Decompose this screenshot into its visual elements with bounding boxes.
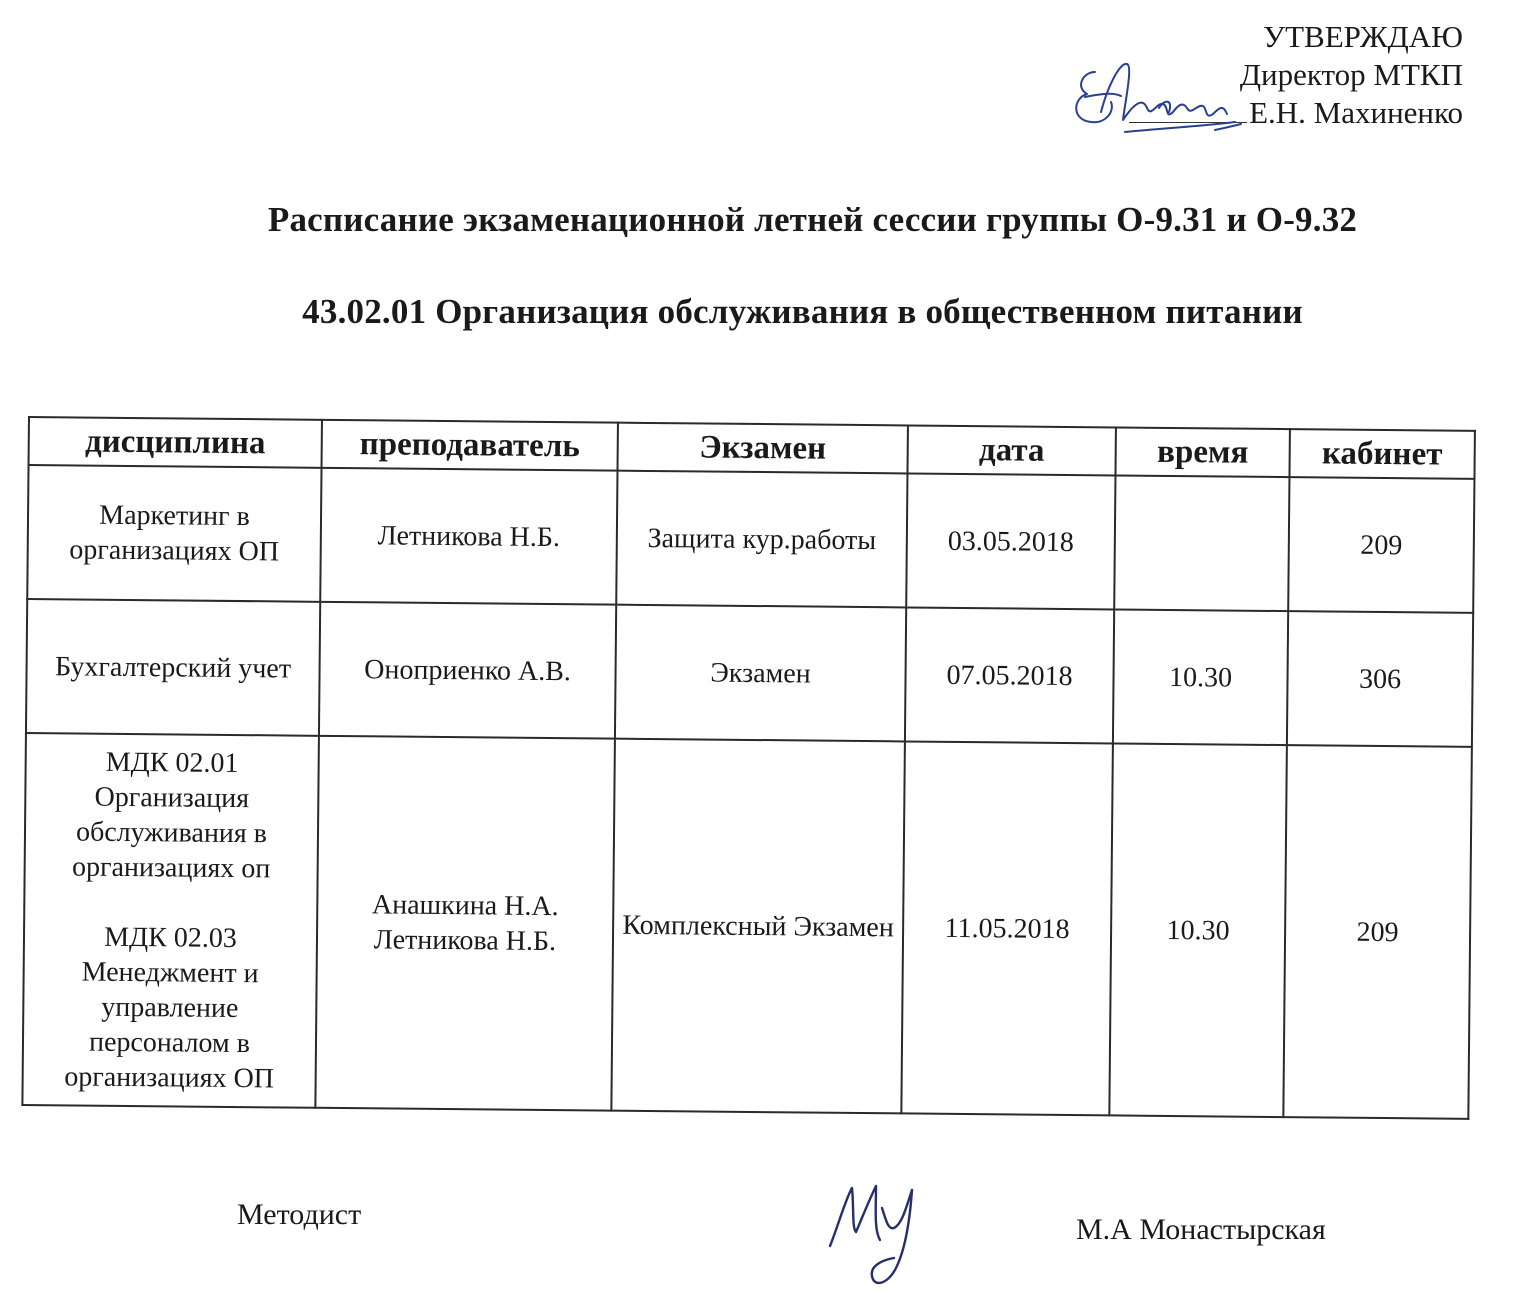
table-row [22,733,1472,1119]
cell-exam: Защита кур.работы [616,471,907,608]
table-row [27,465,1474,613]
director-signature-icon [1065,42,1255,152]
approval-name: Е.Н. Махиненко [1249,95,1463,130]
teacher-item: Летникова Н.Б. [373,924,557,958]
cell-time: 10.30 [1109,743,1287,1117]
discipline-item: МДК 02.01 Организация обслуживания в организациях оп [71,746,271,885]
cell-room: 306 [1287,611,1473,747]
cell-exam: Экзамен [615,605,906,742]
cell-date: 03.05.2018 [906,473,1115,609]
document-title: Расписание экзаменационной летней сессии группы О-9.31 и О-9.32 [267,200,1358,239]
header-discipline: дисциплина [29,417,322,468]
cell-room: 209 [1288,477,1474,613]
cell-discipline: Бухгалтерский учет [26,599,320,736]
footer-name: М.А Монастырская [1076,1213,1326,1246]
header-date: дата [907,425,1115,475]
exam-schedule-table [21,416,1476,1120]
methodist-signature-icon [822,1168,942,1293]
cell-teacher: Летникова Н.Б. [320,468,617,605]
document-subtitle: 43.02.01 Организация обслуживания в общественном питании [302,292,1303,331]
cell-time [1114,475,1289,611]
cell-date: 07.05.2018 [905,607,1114,743]
header-room: кабинет [1289,429,1474,479]
cell-exam: Комплексный Экзамен [611,739,905,1114]
header-time: время [1115,427,1289,477]
table-row [26,599,1473,747]
cell-discipline [22,733,319,1108]
approval-position: Директор МТКП [1239,57,1463,92]
cell-teacher: Оноприенко А.В. [319,602,616,739]
header-exam: Экзамен [618,423,908,474]
cell-room: 209 [1283,745,1472,1119]
teacher-item: Анашкина Н.А. [371,889,559,923]
approval-heading: УТВЕРЖДАЮ [1263,19,1463,54]
cell-discipline: Маркетинг в организациях ОП [27,465,321,602]
header-teacher: преподаватель [322,420,618,471]
cell-teacher [315,736,615,1111]
footer-role: Методист [237,1198,362,1231]
discipline-item: МДК 02.03 Менеджмент и управление персоналом в организациях ОП [64,921,275,1095]
cell-date: 11.05.2018 [901,741,1113,1115]
cell-time: 10.30 [1113,609,1288,745]
